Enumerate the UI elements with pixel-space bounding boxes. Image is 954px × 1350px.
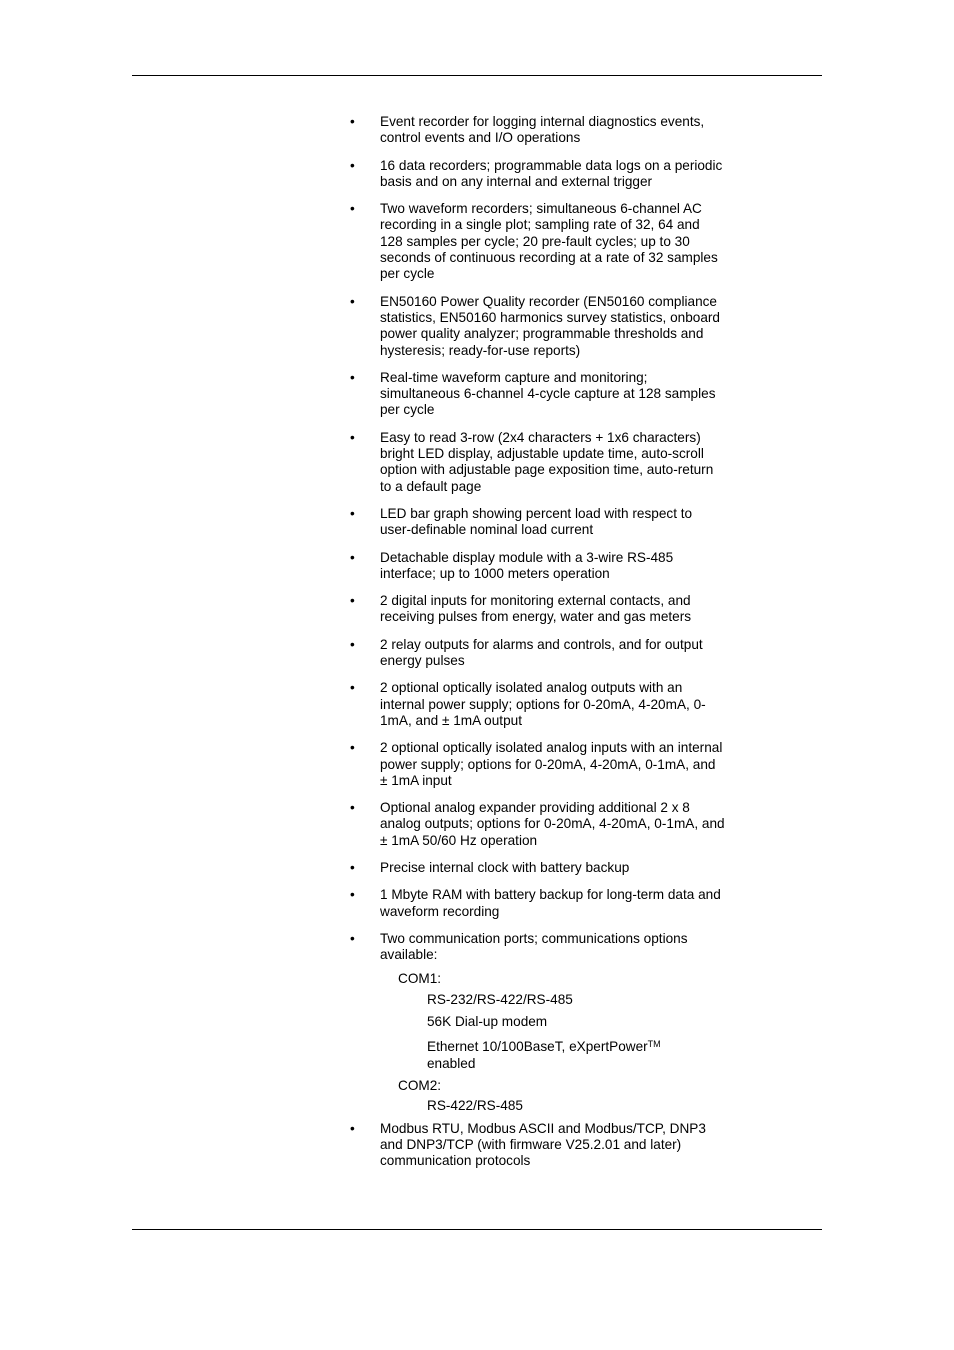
list-item <box>350 931 730 964</box>
list-item <box>350 860 730 876</box>
feature-text: Real-time waveform capture and monitoring; simultaneous 6-channel 4-cycle capture at 128 samples per cycle <box>380 369 716 418</box>
ethernet-text: Ethernet 10/100BaseT, eXpertPower <box>427 1039 648 1055</box>
feature-text: Two waveform recorders; simultaneous 6-channel AC recording in a single plot; sampling rate of 32, 64 and 128 samples per cycle; 20 pre-fault cycles; up to 30 seconds of continuous recording at a rate of 32 samples per cycle <box>380 201 718 282</box>
feature-text: Detachable display module with a 3-wire RS-485 interface; up to 1000 meters operation <box>380 549 674 581</box>
bullet-icon: • <box>350 800 355 816</box>
list-item <box>350 637 730 670</box>
com-ports <box>350 971 730 1114</box>
feature-text: LED bar graph showing percent load with respect to user-definable nominal load current <box>380 505 693 538</box>
feature-text: 1 Mbyte RAM with battery backup for long-term data and waveform recording <box>380 887 721 919</box>
list-item <box>350 680 730 729</box>
list-item <box>350 430 730 495</box>
bullet-icon: • <box>350 593 355 609</box>
bullet-icon: • <box>350 201 355 217</box>
header-rule <box>132 75 822 76</box>
list-item <box>350 114 730 147</box>
com1-option-ethernet <box>427 1036 697 1072</box>
feature-text: Precise internal clock with battery backup <box>380 859 630 875</box>
com2-option: RS-422/RS-485 <box>427 1098 523 1114</box>
bullet-icon: • <box>350 636 355 652</box>
feature-list <box>350 114 730 963</box>
bullet-icon: • <box>350 930 355 946</box>
com1-option: 56K Dial-up modem <box>427 1014 548 1030</box>
feature-list-continued <box>350 1121 730 1170</box>
footer-rule <box>132 1229 822 1230</box>
bullet-icon: • <box>350 293 355 309</box>
bullet-icon: • <box>350 505 355 521</box>
bullet-icon: • <box>350 680 355 696</box>
list-item <box>350 887 730 920</box>
com1-options <box>350 992 730 1072</box>
feature-text: Optional analog expander providing additional 2 x 8 analog outputs; options for 0-20mA, 4-20mA, 0-1mA, and ± 1mA 50/60 Hz operation <box>380 800 725 848</box>
trademark-symbol: TM <box>647 1039 661 1050</box>
feature-list-section <box>350 114 730 1180</box>
com2-label: COM2: <box>398 1077 442 1093</box>
feature-text: 2 optional optically isolated analog outputs with an internal power supply; options for 0-20mA, 4-20mA, 0-1mA, and ± 1mA output <box>380 680 706 728</box>
list-item <box>350 506 730 539</box>
feature-text: Event recorder for logging internal diagnostics events, control events and I/O operations <box>380 114 705 146</box>
bullet-icon: • <box>350 740 355 756</box>
feature-text: EN50160 Power Quality recorder (EN50160 compliance statistics, EN50160 harmonics survey statistics, onboard power quality analyzer; programmable thresholds and hysteresis; ready-for-use reports) <box>380 293 720 358</box>
bullet-icon: • <box>350 549 355 565</box>
list-item <box>350 201 730 282</box>
ethernet-tail: enabled <box>427 1055 476 1071</box>
feature-text: 2 relay outputs for alarms and controls, and for output energy pulses <box>380 636 703 669</box>
com1-option: RS-232/RS-422/RS-485 <box>427 991 573 1007</box>
feature-text: Two communication ports; communications options available: <box>380 930 688 963</box>
com1-label: COM1: <box>398 971 442 987</box>
list-item <box>350 294 730 359</box>
list-item <box>350 800 730 849</box>
bullet-icon: • <box>350 157 355 173</box>
list-item <box>350 593 730 626</box>
feature-text: 2 digital inputs for monitoring external contacts, and receiving pulses from energy, water and gas meters <box>380 593 692 625</box>
feature-text: Modbus RTU, Modbus ASCII and Modbus/TCP, DNP3 and DNP3/TCP (with firmware V25.2.01 and later) communication protocols <box>380 1120 706 1169</box>
list-item <box>350 370 730 419</box>
bullet-icon: • <box>350 887 355 903</box>
bullet-icon: • <box>350 429 355 445</box>
bullet-icon: • <box>350 859 355 875</box>
bullet-icon: • <box>350 114 355 129</box>
list-item <box>350 550 730 583</box>
feature-text: 16 data recorders; programmable data logs on a periodic basis and on any internal and external trigger <box>380 157 723 189</box>
com2-options <box>350 1098 730 1114</box>
feature-text: Easy to read 3-row (2x4 characters + 1x6 characters) bright LED display, adjustable update time, auto-scroll option with adjustable page exposition time, auto-return to a default page <box>380 429 714 494</box>
list-item <box>350 158 730 191</box>
feature-text: 2 optional optically isolated analog inputs with an internal power supply; options for 0-20mA, 4-20mA, 0-1mA, and ± 1mA input <box>380 740 723 788</box>
bullet-icon: • <box>350 1120 355 1136</box>
bullet-icon: • <box>350 369 355 385</box>
list-item <box>350 740 730 789</box>
list-item <box>350 1121 730 1170</box>
